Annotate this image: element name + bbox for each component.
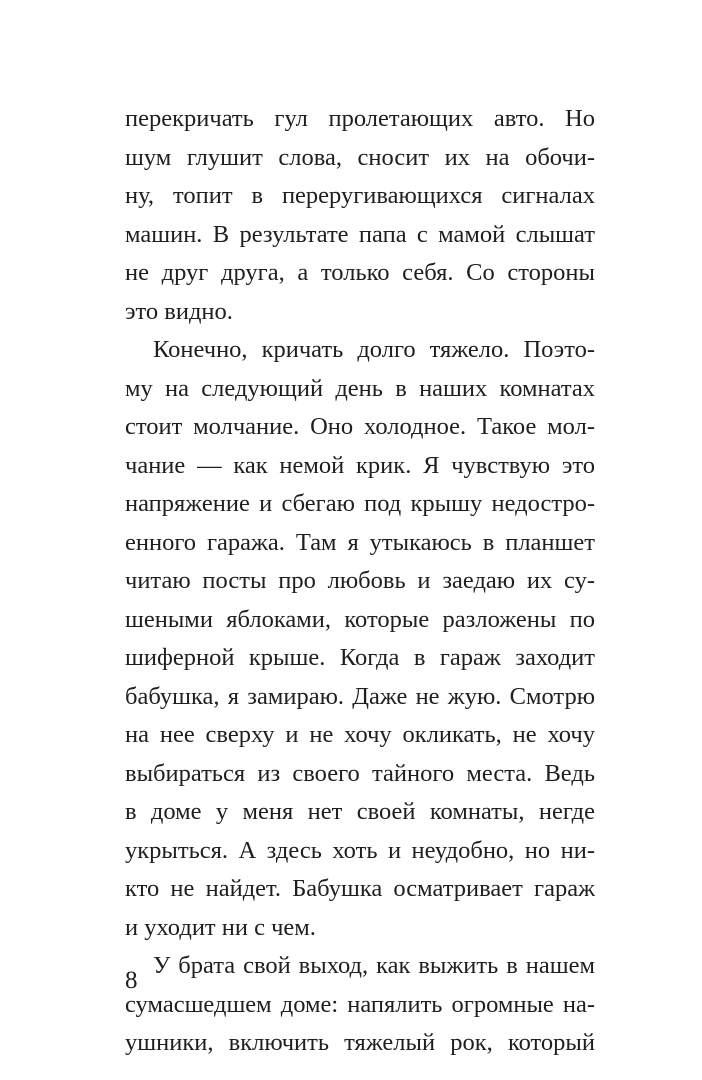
paragraph-first-line: У брата свой выход, как выжить в нашем	[153, 952, 595, 979]
text-line: напряжение и сбегаю под крышу недостро-	[125, 490, 595, 517]
text-line: перекричать гул пролетающих авто. Но	[125, 105, 595, 132]
text-line: сумасшедшем доме: напялить огромные на-	[125, 990, 595, 1018]
text-line: енного гаража. Там я утыкаюсь в планшет	[125, 528, 595, 556]
text-line: бабушка, я замираю. Даже не жую. Смотрю	[125, 682, 595, 710]
book-page-text	[125, 100, 595, 1063]
page-number: 8	[125, 967, 138, 994]
text-line: на нее сверху и не хочу окликать, не хочу	[125, 721, 595, 748]
text-line: шеными яблоками, которые разложены по	[125, 605, 595, 633]
text-line: ушники, включить тяжелый рок, который	[125, 1029, 595, 1056]
text-line: му на следующий день в наших комнатах	[125, 374, 595, 402]
text-line: укрыться. А здесь хоть и неудобно, но ни-	[125, 836, 595, 864]
text-line: в доме у меня нет своей комнаты, негде	[125, 798, 595, 825]
text-line: чание — как немой крик. Я чувствую это	[125, 451, 595, 479]
paragraph-first-line: Конечно, кричать долго тяжело. Поэто-	[153, 336, 595, 363]
text-line: машин. В результате папа с мамой слышат	[125, 220, 595, 248]
text-line: это видно.	[125, 297, 233, 325]
text-line: ну, топит в переругивающихся сигналах	[125, 182, 595, 209]
text-line: выбираться из своего тайного места. Ведь	[125, 759, 595, 787]
text-line: шум глушит слова, сносит их на обочи-	[125, 143, 595, 171]
text-line: стоит молчание. Оно холодное. Такое мол-	[125, 413, 595, 440]
text-line: шиферной крыше. Когда в гараж заходит	[125, 644, 595, 671]
text-line: кто не найдет. Бабушка осматривает гараж	[125, 875, 595, 902]
text-line: и уходит ни с чем.	[125, 913, 316, 941]
text-line: читаю посты про любовь и заедаю их су-	[125, 567, 595, 594]
text-line: не друг друга, а только себя. Со стороны	[125, 259, 595, 286]
